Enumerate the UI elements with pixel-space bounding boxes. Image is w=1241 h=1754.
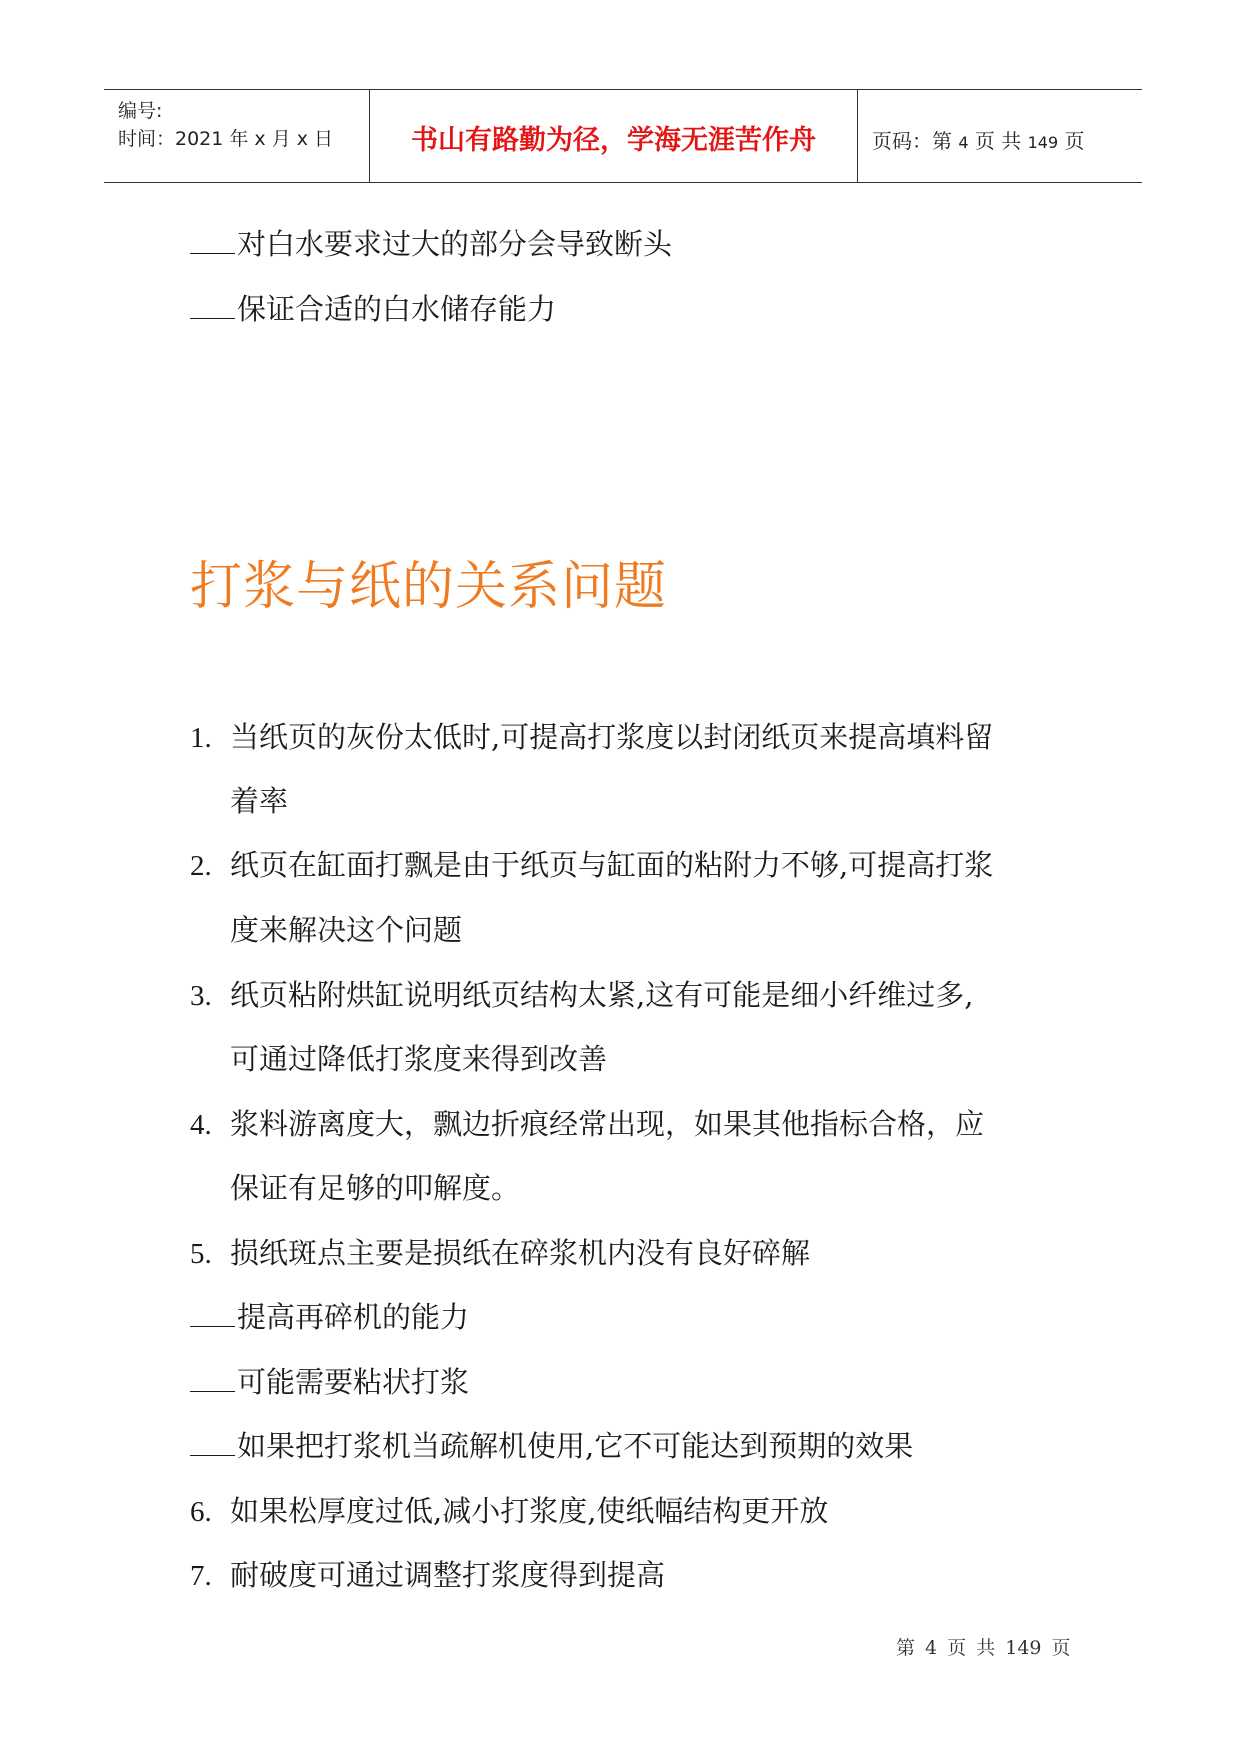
header-page-prefix: 页码：第 bbox=[872, 129, 952, 153]
list-item bbox=[190, 977, 973, 1014]
list-item-text: 纸页粘附烘缸说明纸页结构太紧,这有可能是细小纤维过多, bbox=[230, 978, 974, 1012]
sub-line bbox=[190, 1428, 913, 1464]
list-item-text: 耐破度可通过调整打浆度得到提高 bbox=[230, 1558, 666, 1592]
sub-line-text: 如果把打浆机当疏解机使用,它不可能达到预期的效果 bbox=[237, 1429, 914, 1463]
list-item bbox=[190, 1106, 984, 1143]
list-item-continuation: 可通过降低打浆度来得到改善 bbox=[230, 1042, 608, 1076]
document-time-label: 时间：2021 年 x 月 x 日 bbox=[118, 128, 334, 150]
list-item-number: 3. bbox=[190, 980, 212, 1012]
header-page-mid: 页 共 bbox=[974, 129, 1022, 153]
intro-line-text: 对白水要求过大的部分会导致断头 bbox=[237, 227, 673, 261]
section-title: 打浆与纸的关系问题 bbox=[190, 557, 668, 617]
list-item-continuation: 度来解决这个问题 bbox=[230, 913, 463, 947]
header-motto-cell bbox=[370, 90, 858, 182]
fill-blank bbox=[190, 1431, 235, 1456]
header-page-current: 4 bbox=[958, 133, 969, 152]
header-page-suffix: 页 bbox=[1064, 129, 1085, 153]
sub-line-text: 提高再碎机的能力 bbox=[237, 1300, 470, 1334]
list-item-number: 5. bbox=[190, 1238, 212, 1270]
list-item bbox=[190, 1235, 810, 1272]
list-item-number: 2. bbox=[190, 850, 212, 882]
list-item bbox=[190, 847, 993, 884]
page-footer: 第 4 页 共 149 页 bbox=[896, 1637, 1071, 1659]
fill-blank bbox=[190, 1302, 235, 1327]
list-item bbox=[190, 1557, 665, 1594]
list-item-number: 6. bbox=[190, 1496, 212, 1528]
list-item-continuation: 着率 bbox=[230, 784, 289, 818]
list-item-number: 4. bbox=[190, 1109, 212, 1141]
header-motto: 书山有路勤为径，学海无涯苦作舟 bbox=[411, 125, 816, 156]
list-item-text: 如果松厚度过低,减小打浆度,使纸幅结构更开放 bbox=[230, 1494, 829, 1528]
sub-line bbox=[190, 1364, 469, 1400]
fill-blank bbox=[190, 229, 235, 254]
header-page-total: 149 bbox=[1027, 133, 1059, 152]
list-item bbox=[190, 1493, 828, 1530]
list-item-text: 当纸页的灰份太低时,可提高打浆度以封闭纸页来提高填料留 bbox=[230, 720, 994, 754]
list-item-text: 损纸斑点主要是损纸在碎浆机内没有良好碎解 bbox=[230, 1236, 811, 1270]
header-page-indicator bbox=[872, 125, 1085, 154]
list-item-text: 纸页在缸面打飘是由于纸页与缸面的粘附力不够,可提高打浆 bbox=[230, 848, 994, 882]
document-number-label: 编号: bbox=[118, 100, 163, 122]
list-item bbox=[190, 719, 993, 756]
intro-line bbox=[190, 291, 556, 327]
fill-blank bbox=[190, 1367, 235, 1392]
list-item-continuation: 保证有足够的叩解度。 bbox=[230, 1171, 521, 1205]
fill-blank bbox=[190, 294, 235, 319]
page-header bbox=[104, 89, 1142, 183]
sub-line-text: 可能需要粘状打浆 bbox=[237, 1365, 470, 1399]
header-page-cell bbox=[858, 90, 1142, 182]
list-item-number: 7. bbox=[190, 1560, 212, 1592]
list-item-number: 1. bbox=[190, 722, 212, 754]
intro-line-text: 保证合适的白水储存能力 bbox=[237, 292, 557, 326]
sub-line bbox=[190, 1299, 469, 1335]
header-meta-cell bbox=[104, 90, 370, 182]
intro-line bbox=[190, 226, 672, 262]
list-item-text: 浆料游离度大，飘边折痕经常出现，如果其他指标合格，应 bbox=[230, 1107, 985, 1141]
